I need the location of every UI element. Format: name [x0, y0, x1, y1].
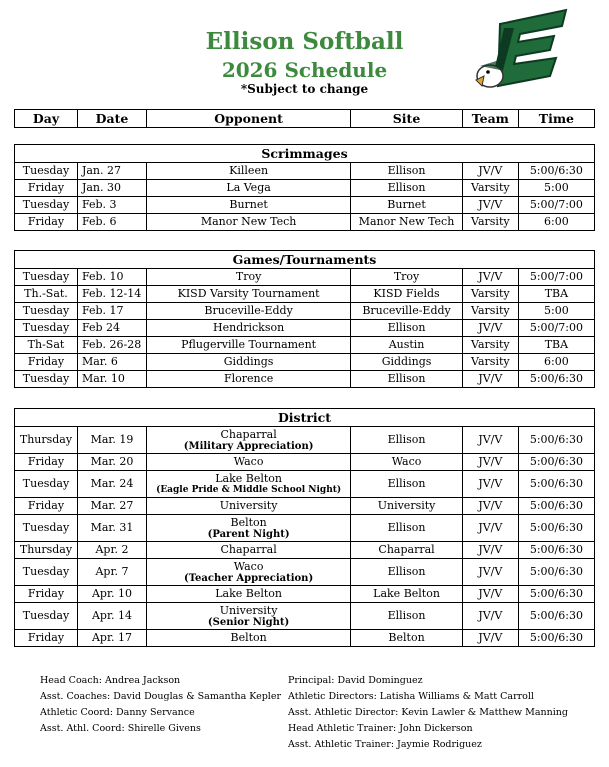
opponent-name: Chaparral: [220, 427, 277, 441]
cell-opponent: [147, 559, 351, 586]
cell-time: TBA: [518, 337, 594, 354]
cell-date: Apr. 17: [77, 630, 146, 647]
staff-line: Asst. Athletic Director: Kevin Lawler & Matthew Manning: [288, 707, 568, 718]
opponent-name: University: [219, 603, 278, 617]
cell-time: 5:00/7:00: [518, 320, 594, 337]
cell-day: Friday: [15, 180, 78, 197]
cell-site: Manor New Tech: [351, 214, 463, 231]
staff-line: Asst. Athl. Coord: Shirelle Givens: [40, 723, 201, 734]
cell-site: Ellison: [351, 180, 463, 197]
schedule-row: [15, 163, 595, 180]
schedule-row: [15, 586, 595, 603]
cell-date: Mar. 20: [77, 454, 146, 471]
cell-time: 5:00/6:30: [518, 559, 594, 586]
cell-opponent: Troy: [147, 269, 351, 286]
cell-date: Mar. 19: [77, 427, 146, 454]
games-table: [14, 250, 595, 388]
cell-time: 5:00/6:30: [518, 603, 594, 630]
staff-line: Asst. Athletic Trainer: Jaymie Rodriguez: [288, 739, 482, 750]
cell-time: TBA: [518, 286, 594, 303]
schedule-row: [15, 197, 595, 214]
cell-team: JV/V: [462, 586, 518, 603]
section-title: District: [15, 409, 595, 427]
schedule-row: [15, 471, 595, 498]
cell-time: 5:00/7:00: [518, 197, 594, 214]
page-subtitle: 2026 Schedule: [221, 58, 388, 82]
cell-time: 5:00/6:30: [518, 454, 594, 471]
event-subtitle: (Teacher Appreciation): [184, 572, 314, 584]
cell-team: JV/V: [462, 515, 518, 542]
event-subtitle: (Senior Night): [207, 616, 290, 628]
cell-time: 5:00/6:30: [518, 498, 594, 515]
cell-team: Varsity: [462, 180, 518, 197]
cell-date: Feb. 6: [77, 214, 146, 231]
cell-day: Tuesday: [15, 603, 78, 630]
cell-site: Ellison: [351, 320, 463, 337]
cell-opponent: Bruceville-Eddy: [147, 303, 351, 320]
cell-time: 5:00/6:30: [518, 163, 594, 180]
cell-site: Chaparral: [351, 542, 463, 559]
cell-date: Apr. 14: [77, 603, 146, 630]
cell-date: Apr. 2: [77, 542, 146, 559]
opponent-name: Belton: [230, 515, 267, 529]
schedule-row: [15, 180, 595, 197]
schedule-row: [15, 303, 595, 320]
cell-team: JV/V: [462, 269, 518, 286]
cell-time: 5:00/6:30: [518, 515, 594, 542]
change-note: *Subject to change: [240, 82, 369, 96]
cell-date: Feb. 26-28: [77, 337, 146, 354]
cell-opponent: Belton: [147, 630, 351, 647]
col-time: Time: [518, 110, 594, 128]
section-title: Games/Tournaments: [15, 251, 595, 269]
schedule-row: [15, 630, 595, 647]
cell-time: 5:00/6:30: [518, 471, 594, 498]
cell-team: JV/V: [462, 197, 518, 214]
cell-opponent: Hendrickson: [147, 320, 351, 337]
schedule-row: [15, 515, 595, 542]
cell-day: Tuesday: [15, 471, 78, 498]
cell-site: Lake Belton: [351, 586, 463, 603]
schedule-row: [15, 269, 595, 286]
cell-team: JV/V: [462, 371, 518, 388]
cell-team: JV/V: [462, 559, 518, 586]
cell-team: Varsity: [462, 337, 518, 354]
cell-opponent: Killeen: [147, 163, 351, 180]
event-subtitle: (Eagle Pride & Middle School Night): [156, 484, 342, 495]
cell-site: Troy: [351, 269, 463, 286]
cell-team: JV/V: [462, 454, 518, 471]
cell-time: 5:00/7:00: [518, 269, 594, 286]
cell-opponent: Manor New Tech: [147, 214, 351, 231]
cell-team: Varsity: [462, 303, 518, 320]
cell-site: Ellison: [351, 603, 463, 630]
event-subtitle: (Parent Night): [207, 528, 290, 540]
schedule-row: [15, 371, 595, 388]
cell-day: Tuesday: [15, 559, 78, 586]
schedule-row: [15, 603, 595, 630]
section-title: Scrimmages: [15, 145, 595, 163]
schedule-row: [15, 354, 595, 371]
col-opponent: Opponent: [147, 110, 351, 128]
eagle-e-logo-icon: [470, 6, 572, 98]
district-table: [14, 408, 595, 647]
cell-opponent: Florence: [147, 371, 351, 388]
cell-day: Friday: [15, 454, 78, 471]
col-day: Day: [15, 110, 78, 128]
cell-day: Tuesday: [15, 197, 78, 214]
cell-team: Varsity: [462, 286, 518, 303]
cell-date: Apr. 10: [77, 586, 146, 603]
schedule-row: [15, 320, 595, 337]
cell-date: Feb. 17: [77, 303, 146, 320]
staff-line: Principal: David Dominguez: [288, 675, 423, 686]
cell-site: University: [351, 498, 463, 515]
staff-line: Asst. Coaches: David Douglas & Samantha Kepler: [40, 691, 282, 702]
cell-opponent: [147, 471, 351, 498]
cell-day: Th-Sat: [15, 337, 78, 354]
cell-time: 5:00/6:30: [518, 371, 594, 388]
cell-site: Ellison: [351, 427, 463, 454]
staff-line: Athletic Directors: Latisha Williams & Matt Carroll: [288, 691, 534, 702]
cell-opponent: Waco: [147, 454, 351, 471]
cell-team: JV/V: [462, 630, 518, 647]
cell-date: Feb. 3: [77, 197, 146, 214]
cell-opponent: Burnet: [147, 197, 351, 214]
cell-site: Austin: [351, 337, 463, 354]
col-team: Team: [462, 110, 518, 128]
schedule-row: [15, 454, 595, 471]
cell-team: JV/V: [462, 542, 518, 559]
cell-site: Giddings: [351, 354, 463, 371]
cell-day: Tuesday: [15, 371, 78, 388]
staff-left: [40, 673, 281, 737]
cell-team: JV/V: [462, 603, 518, 630]
cell-team: JV/V: [462, 427, 518, 454]
cell-day: Tuesday: [15, 320, 78, 337]
cell-date: Mar. 6: [77, 354, 146, 371]
col-site: Site: [351, 110, 463, 128]
cell-date: Mar. 27: [77, 498, 146, 515]
cell-day: Friday: [15, 630, 78, 647]
cell-date: Jan. 27: [77, 163, 146, 180]
cell-site: Ellison: [351, 371, 463, 388]
cell-day: Tuesday: [15, 163, 78, 180]
cell-time: 5:00: [518, 180, 594, 197]
cell-day: Tuesday: [15, 269, 78, 286]
cell-time: 5:00: [518, 303, 594, 320]
cell-site: Ellison: [351, 471, 463, 498]
cell-day: Tuesday: [15, 303, 78, 320]
col-date: Date: [77, 110, 146, 128]
schedule-row: [15, 559, 595, 586]
opponent-name: Lake Belton: [215, 471, 282, 485]
cell-date: Mar. 24: [77, 471, 146, 498]
scrimmages-table: [14, 144, 595, 231]
cell-date: Feb. 12-14: [77, 286, 146, 303]
cell-date: Feb 24: [77, 320, 146, 337]
page-title: Ellison Softball: [205, 28, 404, 55]
cell-site: Belton: [351, 630, 463, 647]
cell-opponent: [147, 603, 351, 630]
cell-day: Friday: [15, 214, 78, 231]
cell-team: JV/V: [462, 320, 518, 337]
cell-site: KISD Fields: [351, 286, 463, 303]
schedule-row: [15, 214, 595, 231]
schedule-row: [15, 286, 595, 303]
schedule-row: [15, 337, 595, 354]
cell-time: 5:00/6:30: [518, 427, 594, 454]
cell-site: Ellison: [351, 515, 463, 542]
cell-opponent: Pflugerville Tournament: [147, 337, 351, 354]
cell-day: Friday: [15, 354, 78, 371]
staff-line: Athletic Coord: Danny Servance: [40, 707, 195, 718]
cell-opponent: KISD Varsity Tournament: [147, 286, 351, 303]
cell-opponent: [147, 515, 351, 542]
cell-day: Th.-Sat.: [15, 286, 78, 303]
cell-site: Burnet: [351, 197, 463, 214]
cell-time: 5:00/6:30: [518, 586, 594, 603]
schedule-row: [15, 498, 595, 515]
cell-day: Tuesday: [15, 515, 78, 542]
cell-date: Mar. 10: [77, 371, 146, 388]
staff-line: Head Athletic Trainer: John Dickerson: [288, 723, 473, 734]
cell-day: Friday: [15, 586, 78, 603]
opponent-name: Waco: [233, 559, 264, 573]
cell-day: Friday: [15, 498, 78, 515]
staff-right: [288, 673, 568, 753]
cell-team: Varsity: [462, 214, 518, 231]
cell-day: Thursday: [15, 427, 78, 454]
cell-site: Ellison: [351, 163, 463, 180]
schedule-row: [15, 542, 595, 559]
cell-team: Varsity: [462, 354, 518, 371]
cell-date: Jan. 30: [77, 180, 146, 197]
schedule-row: [15, 427, 595, 454]
cell-team: JV/V: [462, 498, 518, 515]
cell-opponent: Lake Belton: [147, 586, 351, 603]
staff-line: Head Coach: Andrea Jackson: [40, 675, 181, 686]
event-subtitle: (Military Appreciation): [183, 440, 314, 452]
cell-opponent: [147, 427, 351, 454]
cell-team: JV/V: [462, 471, 518, 498]
cell-time: 6:00: [518, 354, 594, 371]
cell-site: Waco: [351, 454, 463, 471]
cell-time: 5:00/6:30: [518, 630, 594, 647]
cell-opponent: La Vega: [147, 180, 351, 197]
cell-team: JV/V: [462, 163, 518, 180]
cell-opponent: Giddings: [147, 354, 351, 371]
cell-opponent: Chaparral: [147, 542, 351, 559]
cell-date: Apr. 7: [77, 559, 146, 586]
cell-site: Bruceville-Eddy: [351, 303, 463, 320]
cell-date: Mar. 31: [77, 515, 146, 542]
cell-site: Ellison: [351, 559, 463, 586]
cell-day: Thursday: [15, 542, 78, 559]
cell-time: 6:00: [518, 214, 594, 231]
schedule-header-table: [14, 109, 595, 128]
cell-time: 5:00/6:30: [518, 542, 594, 559]
cell-opponent: University: [147, 498, 351, 515]
cell-date: Feb. 10: [77, 269, 146, 286]
